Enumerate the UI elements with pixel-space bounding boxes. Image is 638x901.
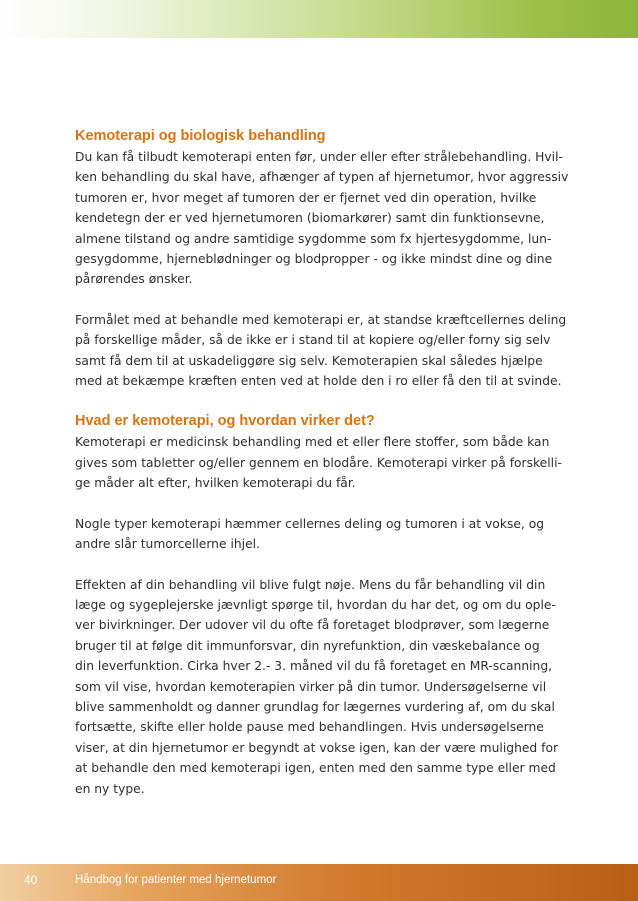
text-line: gives som tabletter og/eller gennem en blodåre. Kemoterapi virker på forskelli- bbox=[75, 455, 562, 470]
section-heading: Kemoterapi og biologisk behandling bbox=[75, 128, 326, 144]
text-line: viser, at din hjernetumor er begyndt at vokse igen, kan der være mulighed for bbox=[75, 740, 559, 755]
page-body bbox=[75, 126, 569, 799]
text-line: læge og sygeplejerske jævnligt spørge til, hvordan du har det, og om du ople- bbox=[75, 597, 556, 612]
text-line: fortsætte, skifte eller holde pause med behandlingen. Hvis undersøgelserne bbox=[75, 720, 544, 735]
text-line: andre slår tumorcellerne ihjel. bbox=[75, 537, 260, 552]
text-line: at behandle den med kemoterapi igen, enten med den samme type eller med bbox=[75, 761, 556, 776]
text-line: Du kan få tilbudt kemoterapi enten før, under eller efter strålebehandling. Hvil- bbox=[75, 150, 563, 164]
text-line: Effekten af din behandling vil blive fulgt nøje. Mens du får behandling vil din bbox=[75, 577, 546, 592]
paragraph bbox=[75, 310, 565, 392]
footer-title: Håndbog for patienter med hjernetumor bbox=[75, 874, 277, 886]
text-line: en ny type. bbox=[75, 781, 145, 796]
text-line: pårørendes ønsker. bbox=[75, 272, 193, 287]
text-line: almene tilstand og andre samtidige sygdomme som fx hjertesygdomme, lun- bbox=[75, 231, 552, 246]
text-line: kendetegn der er ved hjernetumoren (biomarkører) samt din funktionsevne, bbox=[75, 211, 545, 226]
text-line: på forskellige måder, så de ikke er i stand til at kopiere og/eller forny sig selv bbox=[75, 333, 551, 348]
text-line: Kemoterapi er medicinsk behandling med et eller flere stoffer, som både kan bbox=[75, 435, 550, 450]
text-line: bruger til at følge dit immunforsvar, din nyrefunktion, din væskebalance og bbox=[75, 638, 540, 653]
text-line: gesygdomme, hjerneblødninger og blodpropper - og ikke mindst dine og dine bbox=[75, 252, 553, 267]
section-heading: Hvad er kemoterapi, og hvordan virker det? bbox=[75, 413, 375, 430]
text-line: ver bivirkninger. Der udover vil du ofte få foretaget blodprøver, som lægerne bbox=[75, 618, 550, 633]
text-line: ge måder alt efter, hvilken kemoterapi du får. bbox=[75, 476, 356, 491]
text-line: med at bekæmpe kræften enten ved at holde den i ro eller få den til at svinde. bbox=[75, 374, 562, 389]
text-line: Nogle typer kemoterapi hæmmer cellernes deling og tumoren i at vokse, og bbox=[75, 516, 545, 531]
paragraph bbox=[75, 147, 569, 290]
paragraph bbox=[75, 575, 565, 799]
page-number: 40 bbox=[24, 873, 38, 887]
paragraph bbox=[75, 514, 565, 555]
paragraph bbox=[75, 432, 565, 493]
text-line: ken behandling du skal have, afhænger af typen af hjernetumor, hvor aggressiv bbox=[75, 170, 569, 185]
text-line: Formålet med at behandle med kemoterapi er, at standse kræftcellernes deling bbox=[75, 312, 567, 327]
text-line: som vil vise, hvordan kemoterapien virker på din tumor. Undersøgelserne vil bbox=[75, 679, 547, 694]
text-line: din leverfunktion. Cirka hver 2.- 3. måned vil du få foretaget en MR-scanning, bbox=[75, 659, 553, 674]
header-decoration-bar bbox=[0, 0, 638, 38]
text-line: tumoren er, hvor meget af tumoren der er fjernet ved din operation, hvilke bbox=[75, 190, 537, 205]
text-line: blive sammenholdt og danner grundlag for lægernes vurdering af, om du skal bbox=[75, 699, 555, 714]
text-line: samt få dem til at uskadeliggøre sig selv. Kemoterapien skal således hjælpe bbox=[75, 353, 543, 368]
